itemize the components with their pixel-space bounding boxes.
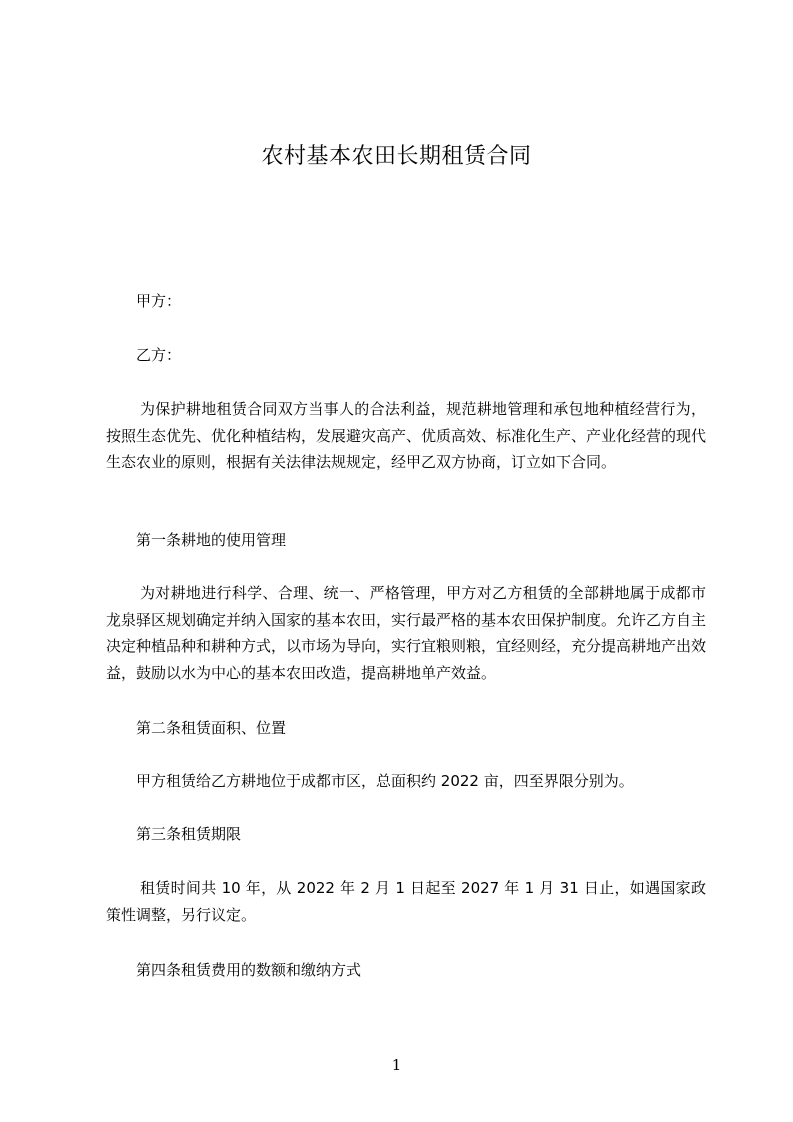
party-a-label: 甲方：: [136, 292, 182, 310]
article3-paragraph: 租赁时间共 10 年，从 2022 年 2 月 1 日起至 2027 年 1 月 31 日止，如遇国家政策性调整，另行议定。: [106, 879, 706, 924]
article1-heading: 第一条耕地的使用管理: [136, 531, 287, 549]
document-title: 农村基本农田长期租赁合同: [261, 144, 532, 169]
article2-paragraph: 甲方租赁给乙方耕地位于成都市区，总面积约 2022 亩，四至界限分别为。: [136, 772, 634, 790]
article4-heading: 第四条租赁费用的数额和缴纳方式: [136, 961, 362, 979]
preamble-paragraph: 为保护耕地租赁合同双方当事人的合法利益，规范耕地管理和承包地种植经营行为，按照生态优先、优化种植结构，发展避灾高产、优质高效、标准化生产、产业化经营的现代生态农业的原则，根据有关法律法规规定，经甲乙双方协商，订立如下合同。: [106, 400, 707, 471]
article3-heading: 第三条租赁期限: [136, 825, 242, 843]
party-b-label: 乙方：: [136, 346, 182, 364]
page-number: 1: [391, 1056, 402, 1074]
article1-paragraph: 为对耕地进行科学、合理、统一、严格管理，甲方对乙方租赁的全部耕地属于成都市龙泉驿区规划确定并纳入国家的基本农田，实行最严格的基本农田保护制度。允许乙方自主决定种植品种和耕种方式，以市场为导向，实行宜粮则粮，宜经则经，充分提高耕地产出效益，鼓励以水为中心的基本农田改造，提高耕地单产效益。: [106, 584, 707, 682]
article2-heading: 第二条租赁面积、位置: [136, 719, 287, 737]
